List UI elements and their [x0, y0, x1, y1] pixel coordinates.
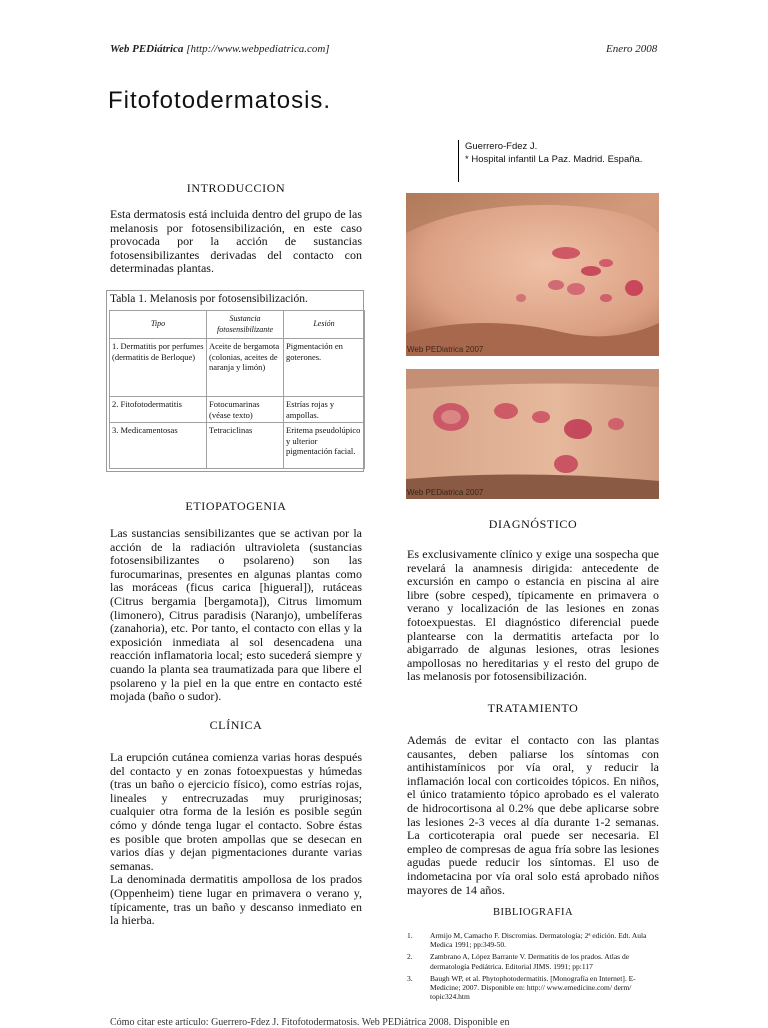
citation-footer: Cómo citar este artículo: Guerrero-Fdez J. Fitofotodermatosis. Web PEDiátrica 2008. Disponible en — [110, 1017, 510, 1028]
issue-date: Enero 2008 — [606, 43, 658, 55]
bibliography-item — [407, 952, 659, 970]
section-heading-etiopatogenia: ETIOPATOGENIA — [185, 499, 287, 513]
site-name: Web PEDiátrica — [110, 43, 184, 55]
col-header-sustancia: Sustancia fotosensibilizante — [207, 311, 284, 339]
author-block — [458, 140, 642, 182]
bibliography-number: 3. — [407, 973, 413, 983]
running-header — [110, 43, 330, 55]
bibliography-list — [407, 931, 659, 1004]
etiopatogenia-text: Las sustancias sensibilizantes que se activan por la acción de la radiación ultravioleta (sustancias fotosensibilizantes o psolareno) son las furocumarinas, presentes en algunas plantas como las moráceas (ficus carica [higueral]), rutáceas (Citrus bergamia [bergamota]), Citrus limomum (limonero), Citrus paradisis (Naranjo), umbelíferas (zanahoria), etc. Por tanto, el contacto con ellas y la exposición inmediata al sol desencadena una reacción inflamatoria local; esto sucederá siempre y cuando la planta sea traumatizada para que libere el psolareno y la piel en la que entre en contacto esté mojada (baño o sudor). — [110, 526, 362, 704]
arm-lesion-image — [406, 369, 659, 499]
section-heading-tratamiento: TRATAMIENTO — [487, 701, 579, 715]
hand-lesion-image — [406, 193, 659, 356]
bibliography-item — [407, 931, 659, 949]
bibliography-text: Zambrano A, López Barrante V. Dermatitis de los prados. Atlas de dermatología Pediátrica. Editorial JIMS. 1991; pp:117 — [430, 952, 630, 971]
introduccion-text: Esta dermatosis está incluida dentro del grupo de las melanosis por fotosensibilización, en este caso provocada por la acción de sustancias fotosensibilizantes derivadas del contacto con determinadas plantas. — [110, 207, 362, 276]
section-heading-diagnostico: DIAGNÓSTICO — [488, 517, 578, 531]
table-row — [110, 397, 365, 423]
bibliography-text: Baugh WP, et al. Phytophotodermatitis. [Monografía en Internet]. E-Medicine; 2007. Disponible en: http:// www.emedicine.com/ derm/ topic324.htm — [430, 973, 636, 1002]
col-header-lesion: Lesión — [284, 311, 365, 339]
clinica-paragraph-1: La erupción cutánea comienza varias horas después del contacto y en zonas fotoexpuestas y húmedas (tras un baño o ejercicio físico), como estrías rojas, lineales y entrecruzadas muy pruriginosas; cualquier otra forma de la lesión es posible según cómo y dónde tenga lugar el contacto. Sobre éstas es posible que broten ampollas que se desecan en varios días y dejan pigmentaciones durante varias semanas. — [110, 750, 362, 873]
table-cell: Eritema pseudolúpico y ulterior pigmentación facial. — [284, 423, 365, 469]
author-affiliation: * Hospital infantil La Paz. Madrid. España. — [465, 154, 643, 165]
photo-watermark: Web PEDiatrica 2007 — [407, 345, 484, 354]
table-cell: 1. Dermatitis por perfumes (dermatitis de Berloque) — [110, 339, 207, 397]
table-cell: Pigmentación en goterones. — [284, 339, 365, 397]
col-header-tipo: Tipo — [110, 311, 207, 339]
table-cell: Aceite de bergamota (colonias, aceites de naranja y limón) — [207, 339, 284, 397]
table-cell: Fotocumarinas (véase texto) — [207, 397, 284, 423]
bibliography-number: 2. — [407, 952, 413, 962]
table-cell: 2. Fitofotodermatitis — [110, 397, 207, 423]
table-row — [110, 339, 365, 397]
table-cell: Tetraciclinas — [207, 423, 284, 469]
bibliography-item — [407, 974, 659, 1002]
table-caption: Tabla 1. Melanosis por fotosensibilización. — [110, 293, 308, 305]
table-grid — [109, 310, 365, 469]
article-title: Fitofotodermatosis. — [108, 87, 332, 114]
photo-watermark: Web PEDiatrica 2007 — [407, 488, 484, 497]
section-heading-introduccion: INTRODUCCION — [186, 181, 286, 195]
table-cell: Estrías rojas y ampollas. — [284, 397, 365, 423]
clinical-photo-hand — [406, 193, 659, 356]
bibliography-text: Armijo M, Camacho F. Discromias. Dermatología; 2ª edición. Edt. Aula Medica 1991; pp:349-50. — [430, 931, 647, 950]
clinical-photo-arm — [406, 369, 659, 499]
section-heading-clinica: CLÍNICA — [209, 718, 263, 732]
tratamiento-text: Además de evitar el contacto con las plantas causantes, deben paliarse los síntomas con antihistamínicos por vía oral, y reducir la inflamación local con corticoides tópicos. En niños, el único tratamiento tópico aprobado es el valerato de hidrocortisona al 0.2% que debe aplicarse sobre las lesiones 2-3 veces al día durante 1-2 semanas. La corticoterapia oral puede ser necesaria. El empleo de compresas de agua fría sobre las lesiones agudas puede reducir los síntomas. El uso de indometacina por vía oral solo está aprobado niños mayores de 14 años. — [407, 733, 659, 897]
table-cell: 3. Medicamentosas — [110, 423, 207, 469]
table-row — [110, 423, 365, 469]
diagnostico-text: Es exclusivamente clínico y exige una sospecha que revelará la anamnesis dirigida: antecedente de excursión en campo o estancia en piscina al aire libre (sobre cesped), típicamente en primavera o verano y localización de las lesiones en zonas fotoexpuestas. El diagnóstico diferencial puede plantearse con la dermatitis artefacta por lo abigarrado de algunas lesiones, otras lesiones ampollosas no hereditarias y el resto del grupo de las melanosis por fotosensibilización. — [407, 547, 659, 684]
section-heading-bibliografia: BIBLIOGRAFIA — [492, 907, 574, 918]
table-header-row — [110, 311, 365, 339]
author-name: Guerrero-Fdez J. — [465, 141, 538, 152]
clinica-text — [110, 751, 362, 928]
site-url[interactable]: [http://www.webpediatrica.com] — [186, 43, 330, 55]
melanosis-table — [106, 290, 364, 472]
bibliography-number: 1. — [407, 931, 413, 940]
clinica-paragraph-2: La denominada dermatitis ampollosa de los prados (Oppenheim) tiene lugar en primavera o verano y, típicamente, tras un baño y descanso inmediato en la hierba. — [110, 872, 362, 928]
